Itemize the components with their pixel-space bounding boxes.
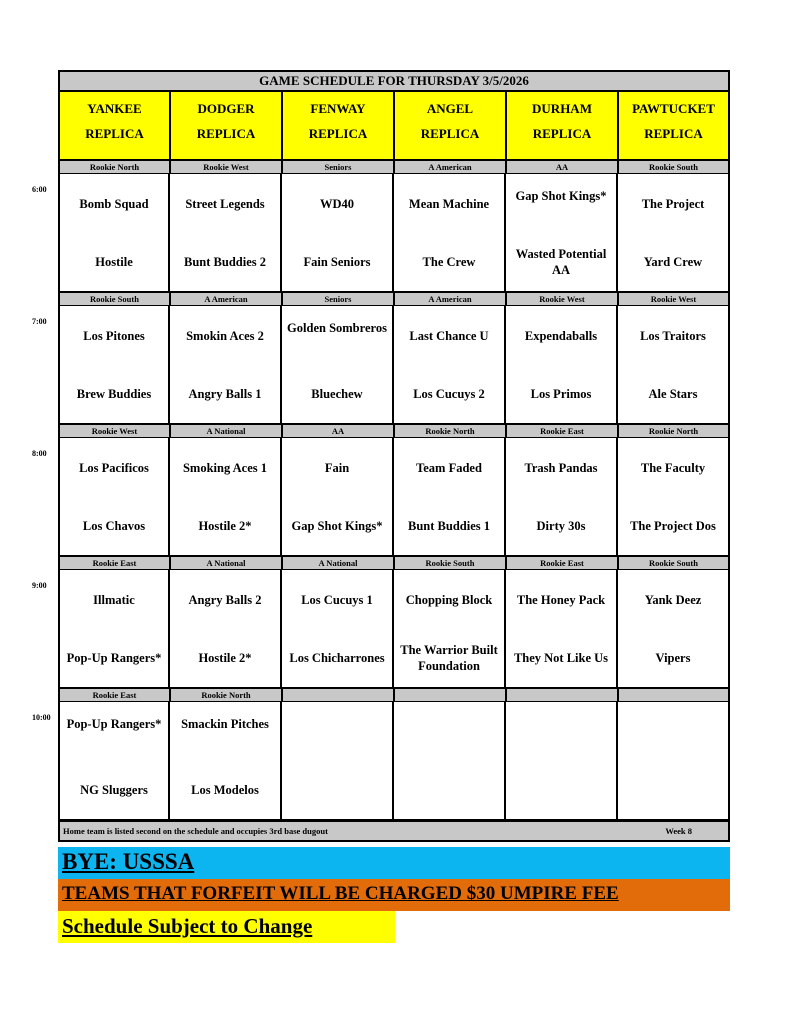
field-subtitle: REPLICA — [196, 126, 256, 141]
home-team: Los Primos — [530, 387, 592, 401]
game-cell — [618, 438, 730, 556]
game-row — [58, 306, 730, 424]
game-cell — [506, 438, 618, 556]
home-team: The Crew — [422, 255, 476, 269]
division-label: Rookie North — [618, 424, 730, 438]
field-name: PAWTUCKET — [632, 101, 715, 116]
game-cell — [282, 174, 394, 292]
home-team: Gap Shot Kings* — [291, 519, 383, 533]
away-team: The Faculty — [640, 461, 706, 475]
division-label: Rookie East — [506, 556, 618, 570]
field-name: FENWAY — [310, 101, 366, 116]
time-slot — [32, 424, 730, 556]
game-cell — [282, 306, 394, 424]
home-team: Los Cucuys 2 — [413, 387, 485, 401]
division-label: Rookie East — [58, 556, 170, 570]
home-team: Bunt Buddies 2 — [184, 255, 266, 269]
away-team: Expendaballs — [524, 329, 598, 343]
time-label: 10:00 — [32, 713, 51, 722]
home-team: Ale Stars — [648, 387, 698, 401]
game-cell — [170, 174, 282, 292]
schedule-table — [32, 70, 730, 842]
division-label: Rookie South — [58, 292, 170, 306]
schedule-title: GAME SCHEDULE FOR THURSDAY 3/5/2026 — [58, 70, 730, 92]
field-subtitle: REPLICA — [420, 126, 480, 141]
division-label — [282, 688, 394, 702]
game-cell — [282, 570, 394, 688]
division-label: A American — [170, 292, 282, 306]
away-team: Yank Deez — [644, 593, 702, 607]
division-label: Seniors — [282, 292, 394, 306]
division-label: Seniors — [282, 160, 394, 174]
time-slot — [32, 688, 730, 820]
field-name: DURHAM — [532, 101, 592, 116]
away-team: Team Faded — [416, 461, 482, 475]
away-team: Bomb Squad — [79, 197, 149, 211]
field-subtitle: REPLICA — [308, 126, 368, 141]
away-team: Last Chance U — [409, 329, 489, 343]
forfeit-banner: TEAMS THAT FORFEIT WILL BE CHARGED $30 UMPIRE FEE — [58, 879, 730, 911]
home-team: Los Modelos — [191, 783, 259, 797]
away-team: Street Legends — [185, 197, 265, 211]
time-label: 9:00 — [32, 581, 47, 590]
division-label: Rookie South — [618, 556, 730, 570]
away-team: Chopping Block — [405, 593, 493, 607]
field-header — [58, 92, 170, 160]
away-team: Smokin Aces 2 — [186, 329, 264, 343]
game-cell — [506, 306, 618, 424]
time-slot — [32, 556, 730, 688]
home-team: Bunt Buddies 1 — [408, 519, 490, 533]
game-cell — [618, 306, 730, 424]
game-cell — [58, 174, 170, 292]
game-cell — [58, 306, 170, 424]
game-cell — [394, 570, 506, 688]
home-team: They Not Like Us — [513, 651, 609, 665]
division-label: A American — [394, 160, 506, 174]
division-label: Rookie East — [506, 424, 618, 438]
division-row — [58, 556, 730, 570]
away-team: Angry Balls 2 — [188, 593, 262, 607]
division-label: Rookie South — [394, 556, 506, 570]
away-team: Los Pacificos — [79, 461, 149, 475]
away-team: The Honey Pack — [516, 593, 606, 607]
game-cell — [394, 438, 506, 556]
time-label: 8:00 — [32, 449, 47, 458]
away-team: Smackin Pitches — [181, 717, 269, 731]
away-team: Los Pitones — [83, 329, 145, 343]
home-team: Hostile 2* — [198, 651, 252, 665]
away-team: Gap Shot Kings* — [515, 189, 607, 203]
home-team: Fain Seniors — [303, 255, 371, 269]
game-cell — [282, 702, 394, 820]
division-label: AA — [282, 424, 394, 438]
field-header — [394, 92, 506, 160]
away-team: WD40 — [319, 197, 355, 211]
away-team: Los Traitors — [640, 329, 706, 343]
home-team: Yard Crew — [643, 255, 703, 269]
game-cell — [394, 702, 506, 820]
home-team: The Project Dos — [630, 519, 716, 533]
game-row — [58, 570, 730, 688]
game-cell — [170, 306, 282, 424]
field-header — [506, 92, 618, 160]
division-label: A National — [282, 556, 394, 570]
home-team: Dirty 30s — [536, 519, 586, 533]
division-label: AA — [506, 160, 618, 174]
game-cell — [506, 570, 618, 688]
division-label: Rookie North — [170, 688, 282, 702]
division-row — [58, 688, 730, 702]
field-header — [282, 92, 394, 160]
division-label: Rookie North — [394, 424, 506, 438]
away-team: The Project — [641, 197, 705, 211]
division-label — [506, 688, 618, 702]
subject-to-change-banner: Schedule Subject to Change — [58, 911, 395, 943]
time-slots — [32, 160, 730, 820]
home-team-note: Home team is listed second on the schedule and occupies 3rd base dugout — [63, 826, 328, 836]
home-team: NG Sluggers — [80, 783, 148, 797]
game-cell — [506, 702, 618, 820]
game-cell — [394, 306, 506, 424]
time-label: 7:00 — [32, 317, 47, 326]
home-team: Pop-Up Rangers* — [66, 651, 162, 665]
field-name: ANGEL — [426, 101, 474, 116]
game-row — [58, 174, 730, 292]
game-cell — [618, 702, 730, 820]
away-team: Mean Machine — [408, 197, 490, 211]
game-cell — [618, 570, 730, 688]
game-cell — [506, 174, 618, 292]
game-cell — [170, 438, 282, 556]
home-team: Vipers — [655, 651, 691, 665]
game-cell — [170, 570, 282, 688]
division-label: A American — [394, 292, 506, 306]
division-row — [58, 292, 730, 306]
field-header — [618, 92, 730, 160]
division-row — [58, 160, 730, 174]
away-team: Fain — [324, 461, 350, 475]
field-subtitle: REPLICA — [644, 126, 703, 141]
away-team: Pop-Up Rangers* — [66, 717, 162, 731]
away-team: Trash Pandas — [524, 461, 598, 475]
field-header-row — [58, 92, 730, 160]
footer-row — [58, 820, 730, 842]
home-team: Hostile 2* — [198, 519, 252, 533]
division-label — [618, 688, 730, 702]
game-cell — [282, 438, 394, 556]
game-cell — [58, 570, 170, 688]
division-row — [58, 424, 730, 438]
field-subtitle: REPLICA — [85, 126, 144, 141]
field-subtitle: REPLICA — [532, 126, 592, 141]
home-team: Los Chavos — [82, 519, 146, 533]
game-row — [58, 438, 730, 556]
time-label: 6:00 — [32, 185, 47, 194]
home-team: Los Chicharrones — [289, 651, 385, 665]
time-slot — [32, 292, 730, 424]
away-team: Los Cucuys 1 — [301, 593, 373, 607]
division-label: A National — [170, 424, 282, 438]
home-team: Brew Buddies — [76, 387, 152, 401]
game-cell — [394, 174, 506, 292]
division-label — [394, 688, 506, 702]
bye-banner: BYE: USSSA — [58, 847, 730, 879]
division-label: Rookie South — [618, 160, 730, 174]
home-team: Hostile — [95, 255, 133, 269]
field-name: YANKEE — [87, 101, 142, 116]
week-label: Week 8 — [665, 826, 692, 836]
home-team: Angry Balls 1 — [188, 387, 262, 401]
home-team: The Warrior Built Foundation — [400, 643, 498, 673]
game-cell — [170, 702, 282, 820]
home-team: Wasted Potential AA — [515, 247, 607, 277]
away-team: Golden Sombreros — [287, 321, 387, 335]
game-row — [58, 702, 730, 820]
away-team: Illmatic — [93, 593, 135, 607]
division-label: Rookie East — [58, 688, 170, 702]
game-cell — [58, 702, 170, 820]
division-label: Rookie West — [170, 160, 282, 174]
division-label: Rookie North — [58, 160, 170, 174]
game-cell — [58, 438, 170, 556]
field-header — [170, 92, 282, 160]
division-label: Rookie West — [618, 292, 730, 306]
division-label: Rookie West — [506, 292, 618, 306]
away-team: Smoking Aces 1 — [182, 461, 268, 475]
time-slot — [32, 160, 730, 292]
division-label: A National — [170, 556, 282, 570]
game-cell — [618, 174, 730, 292]
home-team: Bluechew — [311, 387, 363, 401]
field-name: DODGER — [197, 101, 255, 116]
division-label: Rookie West — [58, 424, 170, 438]
